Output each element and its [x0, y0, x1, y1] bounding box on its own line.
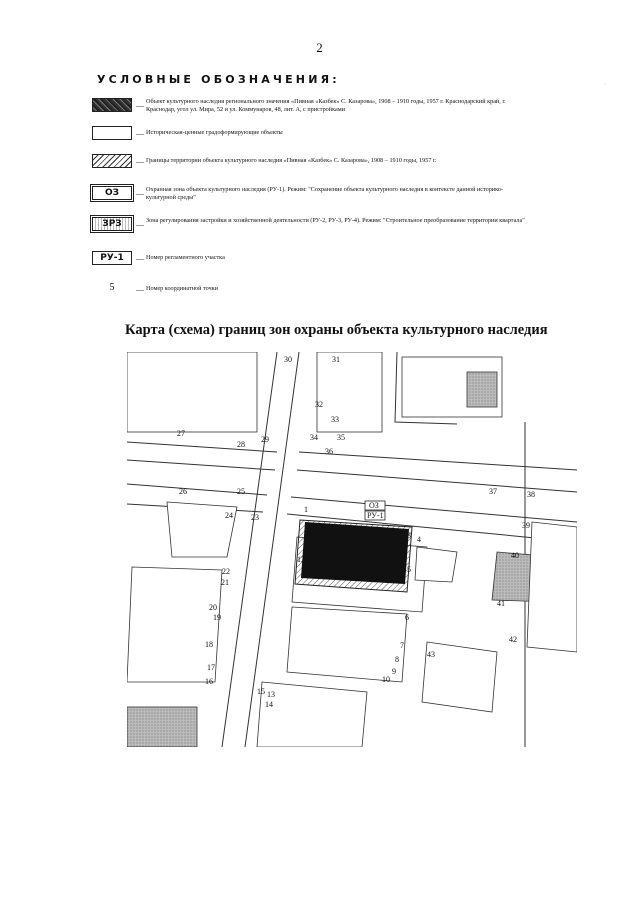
legend-symbol-plain [92, 126, 132, 140]
legend-dash: — [136, 129, 144, 138]
point-number: 39 [522, 521, 530, 530]
legend-text: Номер координатной точки [146, 285, 218, 292]
point-number: 43 [427, 650, 435, 659]
block-south-2 [287, 607, 407, 682]
point-number: 7 [400, 641, 404, 650]
street-north-edge-2 [127, 460, 577, 492]
point-number: 21 [221, 578, 229, 587]
legend-text: Охранная зона объекта культурного наследия (РУ-1). Режим: "Сохранение объекта культурного наследия в контексте данной историко-культурной среды" [146, 186, 503, 201]
map-title: Карта (схема) границ зон охраны объекта культурного наследия [125, 322, 548, 338]
legend-text: Номер регламентного участка [146, 254, 225, 261]
point-number: 20 [209, 603, 217, 612]
point-number: 6 [405, 613, 409, 622]
legend-item-plot-number [92, 251, 532, 275]
legend-dash: — [136, 254, 144, 263]
building-gray-ne [467, 372, 497, 407]
legend-symbol-ru1: РУ-1 [92, 251, 132, 265]
legend-item-point-number [92, 282, 532, 306]
legend-symbol-dark [92, 98, 132, 112]
point-number: 41 [497, 599, 505, 608]
legend-dash: — [136, 101, 144, 110]
point-number: 26 [179, 487, 187, 496]
point-number: 36 [325, 447, 333, 456]
point-number: 27 [177, 429, 185, 438]
point-number: 38 [527, 490, 535, 499]
point-number: 17 [207, 663, 215, 672]
legend-item-protection-zone [92, 186, 532, 210]
legend-text: Границы территории объекта культурного наследия «Пивная «Казбек» С. Казарова», 1908 – 1910 годы, 1957 г. [146, 157, 437, 164]
building-gray-sw [127, 707, 197, 747]
legend-dash: — [136, 157, 144, 166]
point-number: 4 [417, 535, 421, 544]
point-number: 33 [331, 415, 339, 424]
legend-symbol-number: 5 [109, 282, 115, 293]
legend-text: Зона регулирования застройки и хозяйственной деятельности (РУ-2, РУ-3, РУ-4). Режим: "Строительное преобразование территории квартала" [146, 217, 525, 224]
point-number: 28 [237, 440, 245, 449]
point-number: 37 [489, 487, 497, 496]
point-number: 25 [237, 487, 245, 496]
legend-item-regulation-zone [92, 217, 532, 241]
legend-item-heritage-object [92, 98, 532, 122]
legend-dash: — [136, 220, 144, 229]
legend-symbol-oz: ОЗ [92, 186, 132, 200]
point-number: 30 [284, 355, 292, 364]
point-number: 9 [392, 667, 396, 676]
block-north [317, 352, 382, 432]
point-number: 16 [205, 677, 213, 686]
scan-mark: · [604, 82, 606, 88]
point-number: 23 [251, 513, 259, 522]
legend-item-territory-boundary [92, 154, 532, 178]
legend-text: Объект культурного наследия регионального значения «Пивная «Казбек» С. Казарова», 1908 – 1910 годы, 1957 г. Краснодарский край, г. Краснодар, угол ул. Мира, 52 и ул. Коммунаров, 48, лит. А, с пристройками [146, 98, 506, 113]
block-nw [127, 352, 257, 432]
point-number: 29 [261, 435, 269, 444]
point-number: 31 [332, 355, 340, 364]
street-north-edge [127, 442, 577, 470]
zone-label-oz: ОЗ [369, 501, 379, 510]
point-number: 12 [297, 555, 305, 564]
zone-labels [365, 501, 385, 520]
point-number: 40 [511, 551, 519, 560]
point-number: 34 [310, 433, 318, 442]
heritage-object-building [301, 522, 409, 584]
legend-dash: — [136, 285, 144, 294]
point-number: 18 [205, 640, 213, 649]
point-number: 2 [399, 541, 403, 550]
point-number: 22 [222, 567, 230, 576]
zone-label-ru1: РУ-1 [367, 511, 384, 520]
point-number: 42 [509, 635, 517, 644]
point-number: 8 [395, 655, 399, 664]
point-number: 32 [315, 400, 323, 409]
point-number: 1 [304, 505, 308, 514]
point-number: 14 [265, 700, 273, 709]
point-number: 13 [267, 690, 275, 699]
legend-symbol-zrz: ЗРЗ [92, 217, 132, 231]
point-number: 5 [407, 565, 411, 574]
page-number: 2 [316, 40, 323, 55]
legend-title: УСЛОВНЫЕ ОБОЗНАЧЕНИЯ: [97, 73, 340, 86]
point-number: 24 [225, 511, 233, 520]
point-number: 3 [407, 531, 411, 540]
legend-text: Историческая-ценные градоформирующие объекты [146, 129, 283, 136]
point-number: 35 [337, 433, 345, 442]
point-number: 10 [382, 675, 390, 684]
legend-dash: — [136, 189, 144, 198]
point-number: 15 [257, 687, 265, 696]
zone-map [127, 352, 577, 747]
block-far-east [527, 522, 577, 652]
legend-symbol-hatch [92, 154, 132, 168]
point-number: 11 [302, 550, 310, 559]
building-east [415, 547, 457, 582]
legend-item-historic-objects [92, 126, 532, 150]
point-number: 19 [213, 613, 221, 622]
